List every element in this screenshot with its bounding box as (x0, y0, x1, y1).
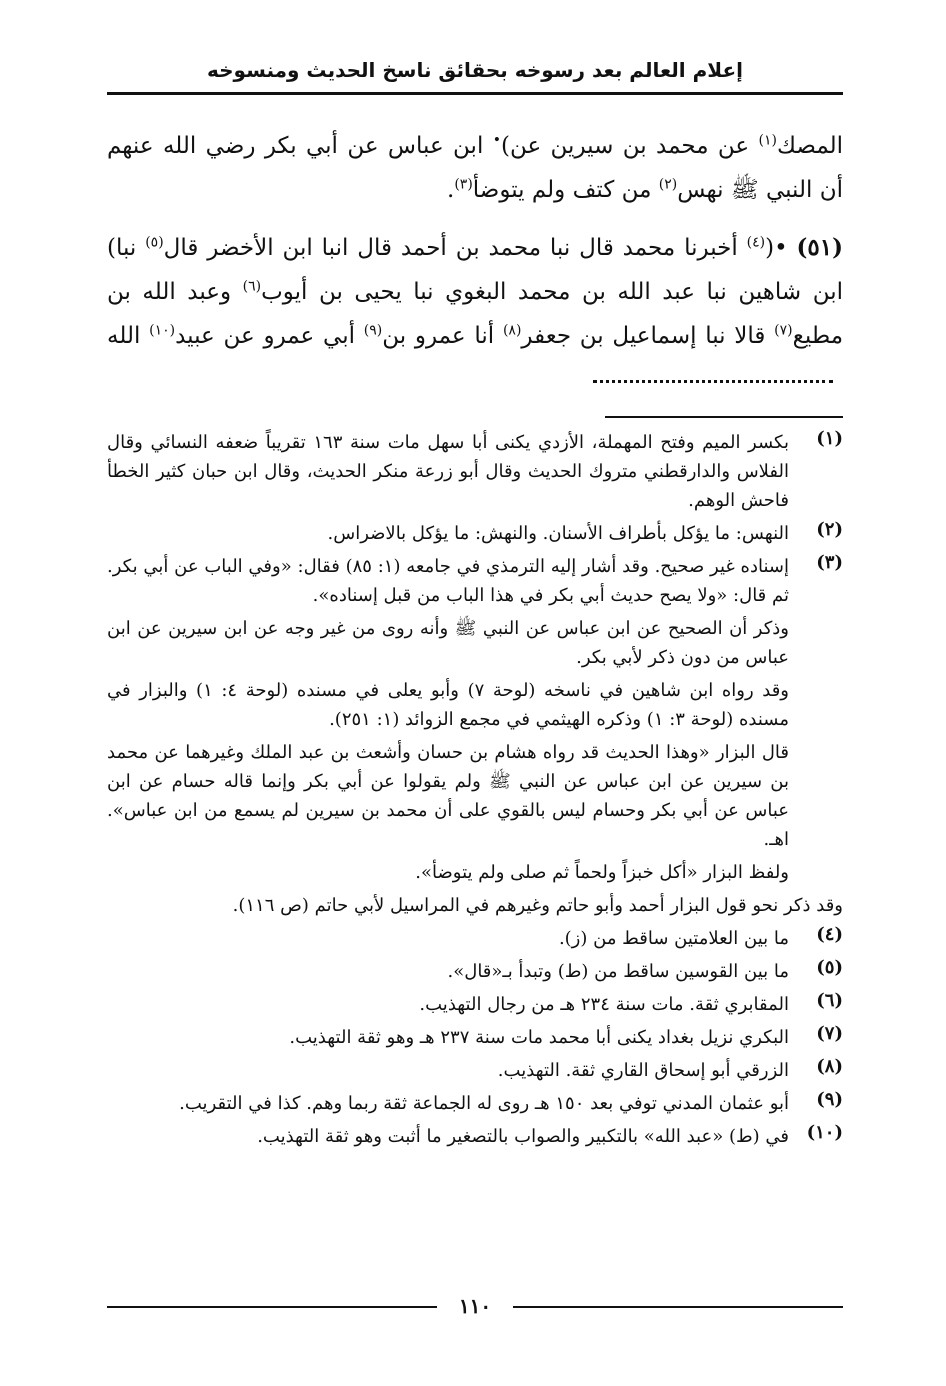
footnote (107, 428, 843, 515)
footnote (107, 1089, 843, 1118)
footnote (107, 990, 843, 1019)
footnote-body (107, 990, 789, 1019)
footnote-number: (٥) (816, 957, 843, 978)
text-run: ابن عباس عن أبي بكر رضي الله عنهم أن النبي ﷺ نهس (107, 133, 843, 203)
footnote (107, 1056, 843, 1085)
footnote (107, 552, 843, 920)
footnote-text: الزرقي أبو إسحاق القاري ثقة. التهذيب. (497, 1060, 789, 1081)
text-run: قالا نبا إسماعيل بن جعفر (521, 323, 775, 349)
text-run: الله (107, 323, 150, 349)
footnote-text: وذكر أن الصحيح عن ابن عباس عن النبي ﷺ وأنه روى من غير وجه عن ابن سيرين عن ابن عباس من دون ذكر لأبي بكر. (107, 618, 789, 668)
footnote-ref[interactable]: (٥) (145, 234, 164, 251)
footnote-text: النهس: ما يؤكل بأطراف الأسنان. والنهش: ما يؤكل بالاضراس. (327, 523, 789, 544)
footnote-ref[interactable]: (٢) (658, 176, 678, 193)
footnote-body (107, 1089, 789, 1118)
text-run: وعبد الله بن مطيع (107, 279, 844, 349)
footnote-text: بكسر الميم وفتح المهملة، الأزدي يكنى أبا سهل مات سنة ١٦٣ تقريباً ضعفه النسائي وقال الفلاس والدارقطني متروك الحديث وقال أبو زرعة منكر الحديث، وقال ابن حبان كثير الخطأ فاحش الوهم. (107, 432, 789, 511)
footnote-text: أبو عثمان المدني توفي بعد ١٥٠ هـ روى له الجماعة ثقة ربما وهم. كذا في التقريب. (179, 1093, 789, 1114)
footnote (107, 924, 843, 953)
page-footer (107, 1292, 843, 1322)
marker-bullet: • (492, 132, 501, 149)
footnote-body (107, 428, 789, 515)
footnote (107, 519, 843, 548)
footnote-body (107, 1122, 789, 1151)
footnote-ref[interactable]: (٩) (363, 322, 383, 339)
footnote-number: (٣) (816, 552, 843, 573)
text-run: أنا عمرو بن (382, 323, 503, 349)
main-text (107, 124, 843, 416)
footnote-text: إسناده غير صحيح. وقد أشار إليه الترمذي في جامعه (١: ٨٥) فقال: «وفي الباب عن أبي بكر. ثم قال: «ولا يصح حديث أبي بكر في هذا الباب من قبل إسناده». (107, 556, 789, 606)
footnotes (107, 428, 843, 1155)
footnote-number: (٢) (816, 519, 843, 540)
footnote (107, 1023, 843, 1052)
footnote-body (107, 924, 789, 953)
footnote-text: في (ط) «عبد الله» بالتكبير والصواب بالتصغير ما أثبت وهو ثقة التهذيب. (257, 1126, 789, 1147)
footnote-number: (٦) (816, 990, 843, 1011)
footnote-separator (605, 416, 843, 418)
footnote-text: قال البزار «وهذا الحديث قد رواه هشام بن حسان وأشعث بن عبد الملك وغيرهما عن محمد بن سيرين عن ابن عباس عن النبي ﷺ ولم يقولوا عن أبي بكر وإنما قاله حسام عن ابن عباس عن أبي بكر وحسام ليس بالقوي على أن محمد بن سيرين لم يسمع من ابن عباس». اهـ. (107, 742, 789, 850)
footnote-number: (١٠) (806, 1122, 843, 1143)
footnote-number: (٤) (816, 924, 843, 945)
footnote-text: وقد ذكر نحو قول البزار أحمد وأبو حاتم وغيرهم في المراسيل لأبي حاتم (ص ١١٦). (232, 895, 843, 916)
footnote-ref[interactable]: (٧) (774, 322, 793, 339)
hadith-number: (٥١) (796, 234, 844, 261)
footnote (107, 957, 843, 986)
paragraph-continuation (107, 124, 843, 212)
text-run: المصك (776, 133, 844, 159)
footnote-text: ما بين العلامتين ساقط من (ز). (558, 928, 789, 949)
footnote-ref[interactable]: (٤) (746, 234, 766, 251)
footnote-text: المقابري ثقة. مات سنة ٢٣٤ هـ من رجال التهذيب. (419, 994, 789, 1015)
text-run: أخبرنا محمد قال نبا محمد بن أحمد قال انبا ابن الأخضر قال (163, 235, 747, 261)
footnote-text: وقد رواه ابن شاهين في ناسخه (لوحة ٧) وأبو يعلى في مسنده (لوحة ٤: ١) والبزار في مسنده (لوحة ٣: ١) وذكره الهيثمي في مجمع الزوائد (١: ٢٥١). (107, 680, 789, 730)
text-run: عن محمد بن سيرين عن) (500, 133, 759, 159)
header-rule (107, 92, 843, 95)
text-run: من كتف ولم يتوضأ (472, 177, 659, 203)
dotted-leader (593, 380, 833, 383)
footnote-ref[interactable]: (٦) (242, 278, 262, 295)
footnote-number: (٩) (816, 1089, 843, 1110)
running-header: إعلام العالم بعد رسوخه بحقائق ناسخ الحديث ومنسوخه (207, 58, 743, 82)
footnote-ref[interactable]: (١) (758, 132, 777, 149)
paragraph-hadith-51 (107, 226, 843, 402)
text-run: . (447, 177, 455, 203)
footnote-body (107, 957, 789, 986)
text-run: نبا) ابن شاهين نبا عبد الله بن محمد البغوي نبا يحيى بن أيوب (107, 235, 844, 305)
footnote-text: البكري نزيل بغداد يكنى أبا محمد مات سنة ٢٣٧ هـ وهو ثقة التهذيب. (289, 1027, 789, 1048)
footnote-body (107, 1056, 789, 1085)
footnote-number: (٨) (816, 1056, 843, 1077)
text-run: أبي عمرو عن عبيد (175, 323, 364, 349)
footnote-text: ما بين القوسين ساقط من (ط) وتبدأ بـ«قال». (447, 961, 789, 982)
footnote-ref[interactable]: (٨) (502, 322, 522, 339)
marker-bullet: •( (765, 235, 797, 261)
footnote-text: ولفظ البزار «أكل خبزاً ولحماً ثم صلى ولم يتوضأ». (415, 862, 789, 883)
footnote-body (107, 519, 789, 548)
footnote-ref[interactable]: (٣) (454, 176, 473, 193)
footer-rule (513, 1306, 843, 1308)
footnote-number: (٧) (816, 1023, 843, 1044)
footnote-body (107, 1023, 789, 1052)
page-number: ١١٠ (458, 1294, 492, 1318)
footer-rule (107, 1306, 437, 1308)
footnote-body (107, 552, 843, 920)
footnote-number: (١) (816, 428, 843, 449)
footnote-ref[interactable]: (١٠) (149, 322, 176, 339)
footnote (107, 1122, 843, 1151)
